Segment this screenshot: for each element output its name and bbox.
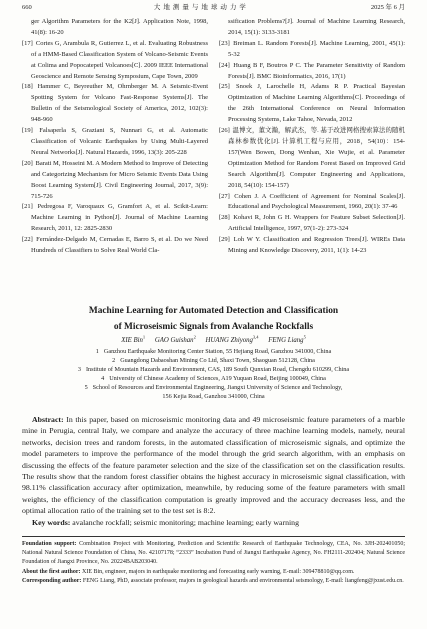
issue-date: 2025 年 6 月 — [370, 4, 405, 11]
footnote-label: Foundation support: — [22, 541, 77, 548]
reference-list — [22, 17, 405, 257]
affiliation-number: 5 — [84, 384, 88, 392]
reference-column-right — [219, 17, 405, 257]
reference-item — [219, 126, 405, 191]
author — [205, 334, 259, 344]
reference-item — [219, 192, 405, 214]
affiliation-number: 1 — [95, 348, 99, 355]
reference-text: Hammer C, Beyreuther M, Ohrnberger M. A Seismic-Event Spotting System for Volcano Fast-Response Systems[J]. The Bulletin of the Seismological Society of America, 2012, 102(3): 948-960 — [31, 83, 208, 124]
reference-item — [22, 202, 208, 235]
affiliation — [22, 356, 405, 365]
reference-number: [22] — [22, 236, 33, 244]
footnote-text: XIE Bin, engineer, majors in earthquake monitoring and forecasting early warning, E-mail: 309478810@qq.com. — [82, 568, 355, 575]
author-affiliation-mark: 1 — [142, 334, 146, 340]
footnote-corresponding-author — [22, 577, 405, 586]
reference-item — [22, 39, 208, 83]
affiliation-number: 3 — [77, 366, 81, 374]
reference-text: Kohavi R, John G H. Wrappers for Feature Subset Selection[J]. Artificial Intelligence, 1997, 97(1-2): 273-324 — [228, 214, 406, 233]
reference-item — [22, 235, 208, 257]
reference-text: Falsaperla S, Graziani S, Nunnari G, et al. Automatic Classification of Volcanic Earthquakes by Using Multi-Layered Neural Networks[J]. Natural Hazards, 1996, 13(3): 205-228 — [31, 127, 208, 156]
reference-number: [27] — [219, 192, 230, 200]
reference-item — [219, 61, 405, 83]
affiliation-text: University of Chinese Academy of Sciences, A19 Yuquan Road, Beijing 100049, China — [109, 375, 326, 383]
affiliation — [22, 374, 405, 383]
reference-text: Cohen J. A Coefficient of Agreement for Nominal Scales[J]. Educational and Psychological Measurement, 1960, 20(1): 37-46 — [228, 192, 405, 211]
affiliation-text: Guangdong Dabaoshan Mining Co Ltd, Shaxi Town, Shaoguan 512128, China — [120, 357, 315, 365]
author — [121, 334, 146, 344]
footnote-divider — [22, 536, 405, 537]
affiliation-text: Ganzhou Earthquake Monitoring Center Station, 55 Hejiang Road, Ganzhou 341000, China — [103, 348, 332, 355]
article-title — [22, 303, 405, 335]
affiliation — [22, 383, 405, 401]
reference-number: [17] — [22, 39, 33, 47]
reference-number: [28] — [219, 214, 230, 222]
footnote-label: Corresponding author: — [22, 577, 82, 584]
footnote-text: FENG Liang, PhD, associate professor, majors in geological hazards and environmental seismology, E-mail: liangfeng@jxust.edu.cn. — [82, 577, 404, 584]
author-name: HUANG Zhiyong — [205, 337, 253, 344]
footnote-label: About the first author: — [22, 568, 81, 575]
reference-number: [18] — [22, 83, 33, 91]
reference-text: Breiman L. Random Forests[J]. Machine Learning, 2001, 45(1): 5-32 — [228, 39, 406, 58]
reference-text: Snoek J, Larochelle H, Adams R P. Practical Bayesian Optimization of Machine Learning Algorithms[C]. Proceedings of the 26th International Conference on Neural Information Processing Systems, Lake Tahoe, Nevada, 2012 — [228, 83, 405, 124]
reference-number: [19] — [22, 127, 33, 135]
reference-item — [219, 39, 405, 61]
abstract — [22, 414, 405, 517]
reference-item — [22, 82, 208, 126]
journal-name: 大地测量与地球动力学 — [153, 4, 249, 11]
affiliation-text: School of Resources and Environmental Engineering, Jiangxi University of Science and Technology, — [92, 384, 343, 392]
keywords — [22, 517, 405, 528]
affiliation-number: 2 — [112, 357, 116, 365]
author-affiliation-mark: 2 — [193, 334, 196, 340]
reference-number: [26] — [219, 127, 230, 135]
footnote-foundation — [22, 540, 405, 568]
title-line: Machine Learning for Automated Detection and Classification — [88, 306, 339, 316]
reference-item — [22, 126, 208, 159]
author-name: FENG Liang — [268, 337, 304, 344]
footnote-text: Combination Project with Monitoring, Prediction and Scientific Research of Earthquake Technology, CEA, No. 3JH-202401050; National Natural Science Foundation of China, No. 42107178; “2333” Incubation Fund of Jiangxi Earthquake Agency, No. FH2111-202404; Natural Science Foundation of Jiangxi Province, No. 20224BAB203040. — [22, 541, 406, 566]
author — [268, 334, 306, 344]
affiliation — [22, 365, 405, 374]
abstract-section — [22, 414, 405, 586]
keywords-text: avalanche rockfall; seismic monitoring; machine learning; early warning — [72, 517, 299, 527]
footnote-first-author — [22, 568, 405, 577]
reference-text: 温博文，董文瀚，解武杰，等. 基于改进网格搜索算法的随机森林参数优化[J]. 计算机工程与应用，2018，54(10)：154-157(Wen Bowen, Dong Wenhan, Xie Wujie, et al. Parameter Optimization Method for Random Forest Based on Improved Grid Search Algorithm[J]. Computer Engineering and Applications, 2018, 54(10): 154-157) — [228, 127, 406, 189]
title-line: of Microseismic Signals from Avalanche Rockfalls — [113, 322, 314, 332]
abstract-text: In this paper, based on microseismic monitoring data and 49 microseismic feature parameters of a marble mine in Perugia, central Italy, we compare and analyze the accuracy of three machine learning models, namely, neural networks, decision trees and random forests, in the automated classification of microseismic signals, and optimize the model parameters to improve the performance of the model through the grid search algorithm, with an emphasis on discussing the effects of the feature parameter selection and the size of the classification set on the classification results. The results show that the random forest classifier obtains the highest accuracy in microseismic signal classification, with 98.11% classification accuracy after optimization, meanwhile, by reducing some of the feature parameters with small weights, the efficiency of the classification computation is greatly improved and the accuracy decreases less, and the optimal allocation ratio of the training set to the test set is 8:2. — [22, 415, 406, 516]
reference-number: [25] — [219, 83, 230, 91]
affiliation-list — [22, 347, 405, 402]
affiliation-number: 4 — [101, 375, 105, 383]
reference-text: Pedregosa F, Varoquaux G, Gramfort A, et al. Scikit-Learn: Machine Learning in Python[J]. Journal of Machine Learning Research, 2011, 12: 2825-2830 — [31, 203, 208, 233]
author-affiliation-mark: 5 — [303, 334, 306, 340]
reference-text: Barati M, Hosseini M. A Modern Method to Improve of Detecting and Categorizing Mechanism for Micro Seismic Events Data Using Boost Learning System[J]. Civil Engineering Journal, 2017, 3(9): 715-726 — [31, 159, 208, 200]
reference-text: Loh W Y. Classification and Regression Trees[J]. WIREs Data Mining and Knowledge Discovery, 2011, 1(1): 14-23 — [228, 236, 406, 255]
reference-item — [219, 235, 405, 257]
affiliation-text-continued: 156 Kejia Road, Ganzhou 341000, China — [162, 393, 265, 401]
reference-item-continued: ger Algorithm Parameters for the K2[J]. Application Note, 1998, 41(8): 16-20 — [31, 18, 208, 36]
reference-number: [24] — [219, 61, 230, 69]
page-number: 660 — [22, 4, 32, 11]
reference-text: Cortes G, Arambula R, Gutierrez L, et al. Evaluating Robustness of a HMM-Based Classification System of Volcano-Seismic Events at Colima and Popocatepetl Volcanoes[C]. 2009 IEEE International Geoscience and Remote Sensing Symposium, Cape Town, 2009 — [31, 39, 208, 80]
reference-number: [29] — [219, 236, 230, 244]
reference-text: Fernández-Delgado M, Cernadas E, Barro S, et al. Do we Need Hundreds of Classifiers to Solve Real World Cla- — [31, 236, 208, 255]
reference-number: [23] — [219, 39, 230, 47]
author-name: XIE Bin — [121, 337, 143, 344]
abstract-label: Abstract: — [32, 415, 64, 424]
reference-item — [219, 82, 405, 126]
reference-item — [219, 213, 405, 235]
author — [154, 334, 196, 344]
affiliation-text: Institute of Mountain Hazards and Environment, CAS, 189 South Qunxian Road, Chengdu 610299, China — [85, 366, 350, 374]
keywords-label: Key words: — [32, 517, 71, 527]
author-affiliation-mark: 3,4 — [252, 334, 259, 340]
reference-item — [22, 159, 208, 203]
reference-item-continued: ssification Problems?[J]. Journal of Machine Learning Research, 2014, 15(1): 3133-3181 — [228, 18, 405, 36]
reference-number: [21] — [22, 203, 33, 211]
author-name: GAO Guishan — [154, 337, 194, 344]
author-list — [22, 336, 405, 346]
reference-text: Huang B F, Boutros P C. The Parameter Sensitivity of Random Forests[J]. BMC Bioinformatics, 2016, 17(1) — [228, 61, 405, 80]
affiliation — [22, 347, 405, 356]
reference-column-left — [22, 17, 208, 257]
running-header — [22, 4, 405, 12]
reference-number: [20] — [22, 159, 33, 167]
